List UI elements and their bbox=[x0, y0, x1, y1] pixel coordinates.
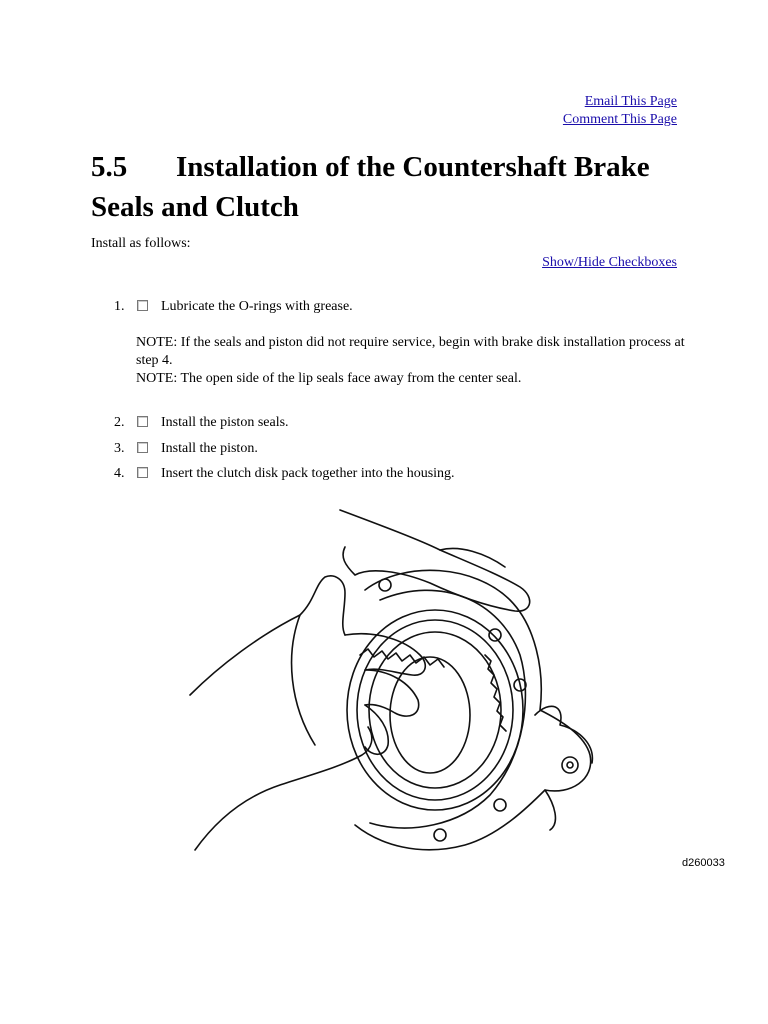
clutch-installation-illustration bbox=[140, 505, 730, 875]
back-hand bbox=[340, 510, 530, 611]
page-actions bbox=[563, 93, 677, 129]
show-hide-wrapper bbox=[542, 255, 677, 271]
step-text: Install the piston. bbox=[161, 441, 258, 456]
show-hide-checkboxes-link[interactable]: Show/Hide Checkboxes bbox=[542, 255, 677, 270]
front-hand bbox=[190, 576, 345, 695]
notes-block bbox=[136, 334, 696, 388]
step-number: 2. bbox=[114, 415, 125, 430]
bolt-hole bbox=[489, 629, 501, 641]
comment-page-link[interactable]: Comment This Page bbox=[562, 112, 677, 127]
step-text: Lubricate the O-rings with grease. bbox=[161, 299, 353, 314]
bolt-hole bbox=[379, 579, 391, 591]
step-number: 4. bbox=[114, 466, 125, 481]
email-page-link[interactable]: Email This Page bbox=[584, 94, 677, 109]
bolt-hole bbox=[494, 799, 506, 811]
section-number: 5.5 bbox=[91, 151, 128, 183]
step-text: Install the piston seals. bbox=[161, 415, 289, 430]
figure-id: d260033 bbox=[682, 857, 725, 869]
page-title bbox=[91, 147, 691, 227]
bolt-hole bbox=[562, 757, 578, 773]
step-number: 1. bbox=[114, 299, 125, 314]
step-checkbox[interactable] bbox=[137, 416, 148, 427]
note-text: NOTE: The open side of the lip seals face away from the center seal. bbox=[136, 371, 522, 386]
step-number: 3. bbox=[114, 441, 125, 456]
bolt-hole bbox=[434, 829, 446, 841]
step-checkbox[interactable] bbox=[137, 467, 148, 478]
note-text: NOTE: If the seals and piston did not require service, begin with brake disk installation process at step 4. bbox=[136, 335, 685, 368]
step-checkbox[interactable] bbox=[137, 442, 148, 453]
step-checkbox[interactable] bbox=[137, 300, 148, 311]
step-text: Insert the clutch disk pack together into the housing. bbox=[161, 466, 455, 481]
intro-text: Install as follows: bbox=[91, 236, 191, 251]
section-title: Installation of the Countershaft Brake Seals and Clutch bbox=[91, 151, 650, 223]
